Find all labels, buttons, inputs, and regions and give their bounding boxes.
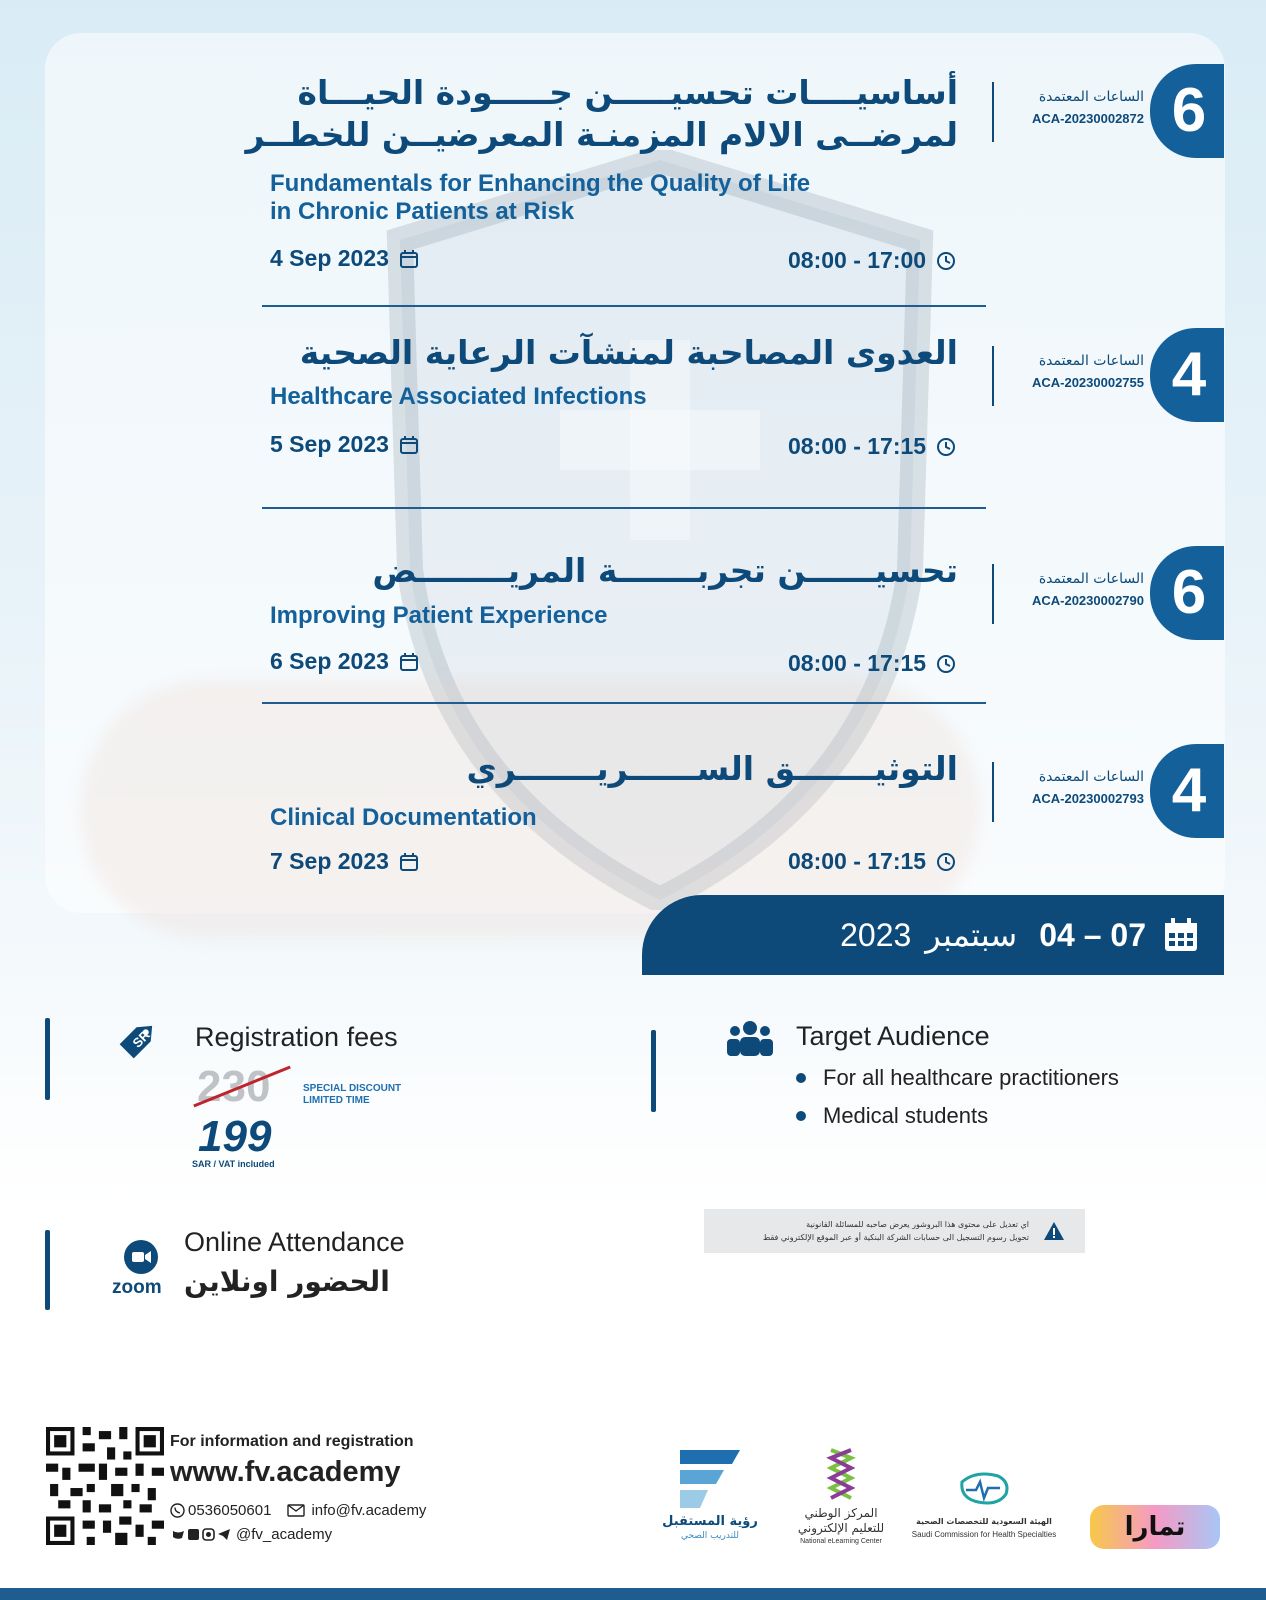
divider-1 xyxy=(262,305,986,307)
zoom-camera-icon xyxy=(124,1240,158,1274)
social-handle[interactable]: @fv_academy xyxy=(236,1526,333,1543)
course-1-date xyxy=(270,245,419,272)
whatsapp-icon xyxy=(170,1503,185,1518)
course-1-title-ar-line1: أساسيــــات تحسيـــــن جـــــودة الحيـــاة xyxy=(297,73,958,112)
course-1-accreditation xyxy=(992,82,1152,142)
course-3-accreditation xyxy=(992,564,1152,624)
course-3-date-text: 6 Sep 2023 xyxy=(270,648,389,674)
course-2-accreditation xyxy=(992,346,1152,406)
course-4-hours-label: الساعات المعتمدة xyxy=(1038,769,1144,785)
qr-code-icon[interactable] xyxy=(46,1427,164,1545)
course-3-hours-label: الساعات المعتمدة xyxy=(1038,571,1144,587)
nelc-name-en: National eLearning Center xyxy=(800,1538,882,1545)
registration-title: Registration fees xyxy=(195,1022,398,1052)
course-2-hours-label: الساعات المعتمدة xyxy=(1038,353,1144,369)
course-1-title-en-line1: Fundamentals for Enhancing the Quality of Life xyxy=(270,170,811,197)
notice-line2: تحويل رسوم التسجيل الى حسابات الشركة البنكية أو عبر الموقع الإلكتروني فقط xyxy=(762,1233,1029,1242)
course-4-time xyxy=(788,848,956,875)
notice-text xyxy=(763,1218,1029,1244)
banner-range: 04 – 07 xyxy=(1039,916,1146,953)
course-2-code: ACA-20230002755 xyxy=(1031,375,1144,390)
course-1-hours: 6 xyxy=(1150,64,1224,158)
course-3-date xyxy=(270,648,419,675)
date-banner xyxy=(642,895,1224,975)
phone-number[interactable]: 0536050601 xyxy=(188,1502,272,1519)
nelc-name-line2: للتعليم الإلكتروني xyxy=(797,1521,885,1535)
vat-note: SAR / VAT included xyxy=(192,1159,275,1169)
divider-3 xyxy=(262,702,986,704)
discount-line2: LIMITED TIME xyxy=(303,1095,370,1106)
email-address[interactable]: info@fv.academy xyxy=(311,1502,427,1519)
scfhs-logo-icon xyxy=(954,1470,1014,1510)
social-icons xyxy=(172,1528,232,1541)
divider-2 xyxy=(262,507,986,509)
clock-icon xyxy=(936,852,956,872)
banner-month: سبتمبر xyxy=(925,916,1018,954)
audience-title: Target Audience xyxy=(796,1021,990,1051)
clock-icon xyxy=(936,654,956,674)
course-3-time-text: 08:00 - 17:15 xyxy=(788,650,927,676)
course-4-title-en: Clinical Documentation xyxy=(270,804,537,831)
notice-line1: اي تعديل على محتوى هذا البروشور يعرض صاحبه للمسائلة القانونية xyxy=(806,1220,1029,1229)
course-2-date xyxy=(270,431,419,458)
course-4-code: ACA-20230002793 xyxy=(1031,791,1144,806)
course-1-code: ACA-20230002872 xyxy=(1031,111,1144,126)
warning-icon xyxy=(1043,1221,1065,1241)
course-2-hours: 4 xyxy=(1150,328,1224,422)
course-4-date xyxy=(270,848,419,875)
audience-item-2: Medical students xyxy=(823,1103,989,1128)
list-item xyxy=(796,1059,1119,1097)
scfhs-logo xyxy=(904,1470,1064,1540)
course-2-time-text: 08:00 - 17:15 xyxy=(788,433,927,459)
course-1-hours-label: الساعات المعتمدة xyxy=(1038,89,1144,105)
course-1-time-text: 08:00 - 17:00 xyxy=(788,247,927,273)
new-price: 199 xyxy=(198,1112,272,1161)
vision-logo xyxy=(660,1448,760,1544)
course-4-date-text: 7 Sep 2023 xyxy=(270,848,389,874)
legal-notice xyxy=(704,1209,1085,1253)
list-item xyxy=(796,1097,1119,1135)
course-1-time xyxy=(788,247,956,274)
course-1-title-en-line2: in Chronic Patients at Risk xyxy=(270,198,575,225)
nelc-logo xyxy=(786,1448,896,1547)
online-bar xyxy=(45,1230,50,1310)
vision-name: رؤية المستقبل xyxy=(662,1514,758,1529)
tamara-logo xyxy=(1090,1505,1220,1549)
email-icon xyxy=(287,1504,305,1517)
course-1-date-text: 4 Sep 2023 xyxy=(270,245,389,271)
course-3-code: ACA-20230002790 xyxy=(1031,593,1144,608)
course-4-time-text: 08:00 - 17:15 xyxy=(788,848,927,874)
tamara-name: تمارا xyxy=(1124,1512,1186,1542)
clock-icon xyxy=(936,251,956,271)
contact-row xyxy=(170,1502,426,1519)
online-title-ar: الحضور اونلاين xyxy=(184,1265,390,1298)
banner-year: 2023 xyxy=(840,916,912,953)
course-1-title-ar-line2: لمرضــى الالام المزمنـة المعرضيــن للخطــر xyxy=(245,115,958,154)
calendar-icon xyxy=(399,852,419,872)
scfhs-name-ar: الهيئة السعودية للتخصصات الصحية xyxy=(916,1517,1052,1526)
course-3-title-en: Improving Patient Experience xyxy=(270,602,608,629)
course-3-title-ar: تحسيــــــن تجربـــــــة المريــــــــض xyxy=(372,551,958,590)
website-link[interactable]: www.fv.academy xyxy=(170,1456,401,1488)
course-4-hours: 4 xyxy=(1150,744,1224,838)
calendar-icon xyxy=(399,249,419,269)
course-2-time xyxy=(788,433,956,460)
vision-sub: للتدريب الصحي xyxy=(680,1531,740,1541)
online-title-en: Online Attendance xyxy=(184,1227,405,1257)
audience-item-1: For all healthcare practitioners xyxy=(823,1065,1119,1090)
zoom-label: zoom xyxy=(112,1277,162,1298)
course-2-date-text: 5 Sep 2023 xyxy=(270,431,389,457)
audience-list xyxy=(796,1059,1119,1135)
calendar-icon xyxy=(399,435,419,455)
bottom-bar xyxy=(0,1588,1266,1600)
nelc-logo-icon xyxy=(826,1448,856,1502)
calendar-icon xyxy=(1164,918,1198,952)
course-2-title-en: Healthcare Associated Infections xyxy=(270,383,647,410)
course-3-time xyxy=(788,650,956,677)
nelc-name-line1: المركز الوطني xyxy=(804,1506,878,1520)
social-row xyxy=(172,1526,332,1543)
group-icon xyxy=(727,1020,773,1056)
course-3-hours: 6 xyxy=(1150,546,1224,640)
course-4-accreditation xyxy=(992,762,1152,822)
discount-line1: SPECIAL DISCOUNT xyxy=(303,1083,402,1094)
clock-icon xyxy=(936,437,956,457)
price-tag-icon xyxy=(112,1014,164,1066)
scfhs-name-en: Saudi Commission for Health Specialties xyxy=(911,1530,1057,1539)
registration-bar xyxy=(45,1018,50,1100)
course-2-title-ar: العدوى المصاحبة لمنشآت الرعاية الصحية xyxy=(299,333,958,372)
discount-note xyxy=(303,1083,401,1107)
course-4-title-ar: التوثيـــــــق الســــــريـــــــري xyxy=(466,749,958,788)
audience-bar xyxy=(651,1030,656,1112)
price-tag-text: SR xyxy=(129,1027,153,1051)
old-price: 230 xyxy=(197,1062,271,1111)
calendar-icon xyxy=(399,652,419,672)
info-label: For information and registration xyxy=(170,1433,414,1450)
vision-logo-icon xyxy=(678,1448,742,1510)
